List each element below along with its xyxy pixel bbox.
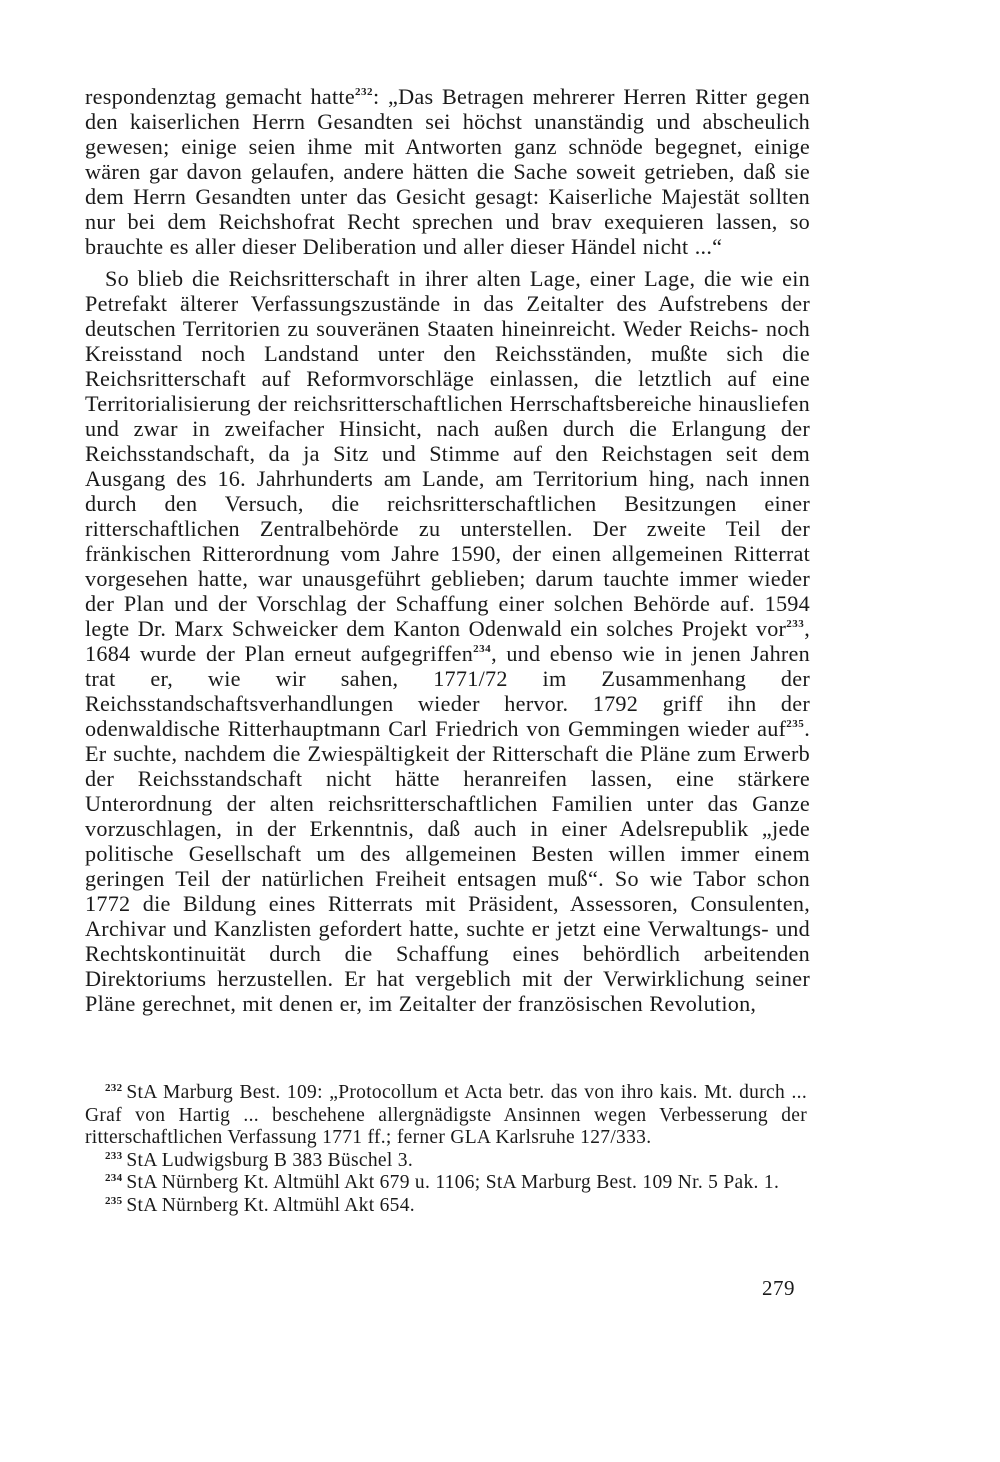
footnote-reference: 232: [354, 86, 373, 98]
text-run: . Er suchte, nachdem die Zwiespältigkeit der Ritterschaft die Pläne zum Erwerb der Reichsstandschaft nicht hätte heranreifen lassen, eine stärkere Unterordnung der alten reichsritterschaftlichen Familien unter das Ganze vorzuschlagen, in der Erkenntnis, daß auch in einer Adelsrepublik „jede politische Gesellschaft um des allgemeinen Besten willen immer einem geringen Teil der natürlichen Freiheit entsagen muß“. So wie Tabor schon 1772 die Bildung eines Ritterrats mit Präsident, Assessoren, Consulenten, Archivar und Kanzlisten gefordert hatte, suchte er jetzt eine Verwaltungs- und Rechtskontinuität durch die Schaffung eines behördlich arbeitenden Direktoriums herzustellen. Er hat vergeblich mit der Verwirklichung seiner Pläne gerechnet, mit denen er, im Zeitalter der französischen Revolution,: [85, 716, 810, 1016]
footnote-reference: 234: [473, 643, 492, 655]
paragraph-continued: [85, 84, 810, 259]
footnote-232: [85, 1082, 807, 1150]
paragraph: [85, 266, 810, 1016]
footnote-number: 235: [105, 1194, 123, 1207]
footnote-233: [85, 1150, 807, 1173]
footnote-number: 232: [105, 1082, 123, 1094]
footnote-reference: 233: [786, 618, 805, 630]
main-text: [85, 84, 810, 1016]
text-run: respondenztag gemacht hatte: [85, 84, 355, 109]
page-body: [85, 84, 810, 1016]
footnote-number: 233: [105, 1149, 123, 1162]
footnote-text: StA Marburg Best. 109: „Protocollum et Acta betr. das von ihro kais. Mt. durch ... Graf von Hartig ... beschehene allergnädigste Ansinnen wegen Verbesserung der ritterschaftlichen Verfassung 1771 ff.; ferner GLA Karlsruhe 127/333.: [85, 1082, 807, 1149]
text-run: , und ebenso wie in jenen Jahren trat er, wie wir sahen, 1771/72 im Zusammenhang der Reichsstandschaftsverhandlungen wieder hervor. 1792 griff ihn der odenwaldische Ritterhauptmann Carl Friedrich von Gemmingen wieder auf: [85, 641, 810, 741]
footnote-text: StA Ludwigsburg B 383 Büschel 3.: [126, 1149, 413, 1171]
footnotes: [85, 1082, 807, 1218]
footnote-number: 234: [105, 1172, 123, 1185]
page-number: 279: [762, 1276, 795, 1300]
text-run: : „Das Betragen mehrerer Herren Ritter gegen den kaiserlichen Herrn Gesandten sei höchst unanständig und abscheulich gewesen; einige seien ihme mit Antworten ganz schnöde begegnet, einige wären gar davon gelaufen, andere hätten die Sache soweit getrieben, daß sie dem Herrn Gesandten unter das Gesicht gesagt: Kaiserliche Majestät sollten nur bei dem Reichshofrat Recht sprechen und brav exequieren lassen, so brauchte es aller dieser Deliberation und aller dieser Händel nicht ...“: [85, 84, 810, 259]
text-run: , 1684 wurde der Plan erneut aufgegriffen: [85, 616, 810, 666]
footnote-234: [85, 1172, 807, 1195]
footnote-text: StA Nürnberg Kt. Altmühl Akt 679 u. 1106; StA Marburg Best. 109 Nr. 5 Pak. 1.: [126, 1172, 780, 1194]
footnote-reference: 235: [786, 718, 805, 730]
text-run: So blieb die Reichsritterschaft in ihrer alten Lage, einer Lage, die wie ein Petrefakt älterer Verfassungszustände in das Zeitalter des Aufstrebens der deutschen Territorien zu souveränen Staaten hineinreicht. Weder Reichs- noch Kreisstand noch Landstand unter den Reichsständen, mußte sich die Reichsritterschaft auf Reformvorschläge einlassen, die letztlich auf eine Territorialisierung der reichsritterschaftlichen Herrschaftsbereiche hinausliefen und zwar in zweifacher Hinsicht, nach außen durch die Erlangung der Reichsstandschaft, da ja Sitz und Stimme auf den Reichstagen seit dem Ausgang des 16. Jahrhunderts am Lande, am Territorium hing, nach innen durch den Versuch, die reichsritterschaftlichen Besitzungen einer ritterschaftlichen Zentralbehörde zu unterstellen. Der zweite Teil der fränkischen Ritterordnung vom Jahre 1590, der einen allgemeinen Ritterrat vorgesehen hatte, war unausgeführt geblieben; darum tauchte immer wieder der Plan und der Vorschlag der Schaffung einer solchen Behörde auf. 1594 legte Dr. Marx Schweicker dem Kanton Odenwald ein solches Projekt vor: [85, 266, 810, 641]
footnote-text: StA Nürnberg Kt. Altmühl Akt 654.: [126, 1194, 415, 1216]
footnote-235: [85, 1195, 807, 1218]
